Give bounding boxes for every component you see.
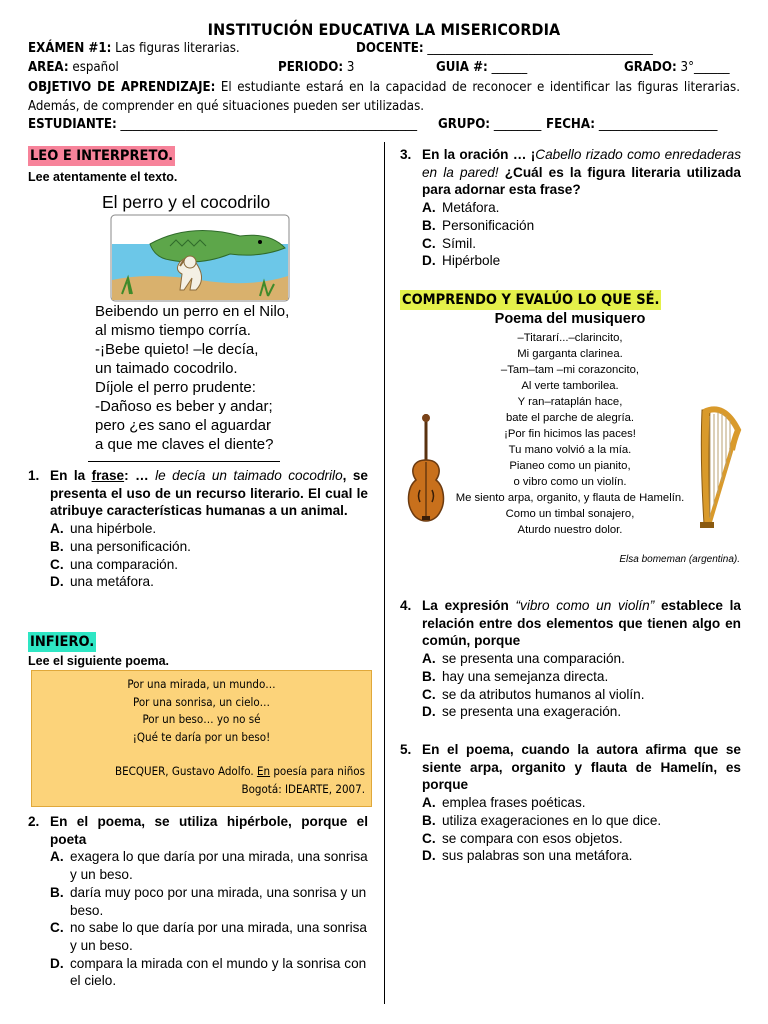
- story-text: [95, 302, 289, 454]
- date-line: [546, 117, 717, 132]
- poem2-line: o vibro como un violín.: [513, 476, 627, 488]
- guide-label: GUIA #:: [436, 60, 488, 75]
- q2-option-a[interactable]: [50, 848, 368, 883]
- poem2-text: [400, 330, 740, 538]
- group-field[interactable]: ________: [493, 117, 542, 132]
- dog-crocodile-illustration: [110, 214, 290, 302]
- harp-icon: [694, 400, 742, 532]
- q5-option-b[interactable]: [422, 812, 741, 830]
- q1-stem: , se presenta el uso de un recurso literario. El cual le atribuye características humanas a un animal.: [50, 468, 368, 519]
- grade-field[interactable]: 3°______: [680, 60, 730, 75]
- teacher-line: [356, 41, 653, 56]
- poem2-line: –Titararí...–clarincito,: [517, 332, 623, 344]
- poem2-line: Tu mano volvió a la mía.: [508, 444, 632, 456]
- poem-box: [31, 670, 372, 807]
- grade-label: GRADO:: [624, 60, 677, 75]
- option-text: Personificación: [442, 217, 535, 233]
- q5-option-c[interactable]: [422, 830, 741, 848]
- question-5: [400, 741, 741, 865]
- option-letter: A.: [50, 521, 64, 537]
- group-label: GRUPO:: [438, 117, 491, 132]
- q5-stem: En el poema, cuando la autora afirma que se siente arpa, organito y flauta de Hamelín, es porque: [422, 742, 741, 793]
- group-line: [438, 117, 541, 132]
- option-text: exagera lo que daría por una mirada, una sonrisa y un beso.: [70, 849, 368, 883]
- q3-stem: En la oración … ¡: [422, 147, 536, 162]
- option-text: Símil.: [442, 235, 476, 251]
- option-text: una metáfora.: [70, 574, 154, 590]
- area-label: AREA:: [28, 60, 69, 75]
- teacher-label: DOCENTE:: [356, 41, 424, 56]
- violin-icon: [404, 412, 448, 530]
- q3-quote: Cabello rizado como enredaderas en la pared!: [422, 147, 741, 180]
- option-letter: B.: [422, 217, 436, 233]
- q2-option-b[interactable]: [50, 884, 368, 919]
- guide-line: [436, 60, 527, 75]
- period-line: [278, 60, 354, 75]
- option-letter: C.: [422, 686, 436, 702]
- school-title: INSTITUCIÓN EDUCATIVA LA MISERICORDIA: [207, 20, 561, 39]
- date-label: FECHA:: [546, 117, 596, 132]
- q1-option-b[interactable]: [50, 538, 368, 556]
- option-letter: B.: [50, 538, 64, 554]
- q3-option-c[interactable]: [422, 235, 741, 253]
- story-title: El perro y el cocodrilo: [102, 192, 271, 212]
- poem2-line: bate el parche de alegría.: [505, 412, 635, 424]
- poem-citation-publisher: Bogotá: IDEARTE, 2007.: [241, 781, 365, 796]
- option-letter: D.: [50, 955, 64, 971]
- student-label: ESTUDIANTE:: [28, 117, 117, 132]
- option-letter: B.: [50, 884, 64, 900]
- option-text: Metáfora.: [442, 200, 500, 216]
- q4-quote: “vibro como un violín”: [515, 598, 655, 613]
- option-letter: A.: [50, 849, 64, 865]
- poem2-line: Y ran–rataplán hace,: [517, 396, 623, 408]
- q3-option-a[interactable]: [422, 199, 741, 217]
- option-text: se presenta una exageración.: [442, 704, 622, 720]
- option-letter: C.: [422, 830, 436, 846]
- poem2-line: Aturdo nuestro dolor.: [517, 524, 623, 536]
- option-letter: B.: [422, 812, 436, 828]
- story-line: Díjole el perro prudente:: [95, 379, 256, 396]
- question-number: 3.: [400, 147, 412, 162]
- story-line: pero ¿es sano el aguardar: [95, 417, 271, 434]
- option-text: una comparación.: [70, 556, 179, 572]
- option-letter: A.: [422, 651, 436, 667]
- story-line: -¡Bebe quieto! –le decía,: [95, 341, 259, 358]
- objective-text: El estudiante estará en la capacidad de reconocer e identificar las figuras literarias. Además, de comprender en qué situaciones pueden ser utilizadas.: [28, 80, 740, 114]
- q3-stem: ¿Cuál es la figura literaria utilizada para adornar esta frase?: [422, 164, 741, 198]
- q4-option-a[interactable]: [422, 650, 741, 668]
- poem-line: Por una mirada, un mundo…: [127, 677, 276, 691]
- option-letter: B.: [422, 668, 436, 684]
- question-number: 4.: [400, 598, 412, 613]
- column-divider: [384, 142, 385, 1004]
- option-text: no sabe lo que daría por una mirada, una sonrisa y un beso.: [70, 920, 367, 953]
- poem2-line: Pianeo como un pianito,: [509, 460, 631, 472]
- option-text: se da atributos humanos al violín.: [442, 686, 645, 702]
- question-number: 1.: [28, 468, 40, 483]
- option-letter: C.: [50, 556, 64, 572]
- option-text: Hipérbole: [442, 253, 501, 269]
- citation-book: poesía para niños: [270, 764, 365, 778]
- q1-option-d[interactable]: [50, 573, 368, 591]
- option-letter: C.: [50, 920, 64, 936]
- option-letter: C.: [422, 235, 436, 251]
- area-line: [28, 60, 119, 75]
- period-label: PERIODO:: [278, 60, 344, 75]
- q1-option-a[interactable]: [50, 520, 368, 538]
- section-infiero-instruction: Lee el siguiente poema.: [28, 654, 170, 668]
- poem2-line: Mi garganta clarinea.: [517, 348, 623, 360]
- option-letter: D.: [422, 704, 436, 720]
- option-letter: D.: [422, 848, 436, 864]
- story-line: Beibendo un perro en el Nilo,: [95, 303, 290, 320]
- option-text: una personificación.: [70, 538, 191, 554]
- q4-stem: establece la relación entre dos elementos que tienen algo en común, porque: [422, 598, 741, 649]
- option-text: se compara con esos objetos.: [442, 830, 623, 846]
- option-letter: D.: [422, 253, 436, 269]
- poem-citation: [32, 763, 371, 781]
- option-text: compara la mirada con el mundo y la sonrisa con el cielo.: [70, 955, 367, 989]
- q5-option-a[interactable]: [422, 794, 741, 812]
- question-4: [400, 597, 741, 721]
- poem2-line: –Tam–tam –mi corazoncito,: [500, 364, 640, 376]
- option-text: utiliza exageraciones en lo que dice.: [442, 812, 662, 828]
- q4-stem: La expresión: [422, 598, 516, 613]
- q3-option-b[interactable]: [422, 217, 741, 235]
- student-line: [28, 117, 417, 132]
- q1-stem-underlined: frase: [91, 468, 125, 483]
- q2-option-c[interactable]: [50, 919, 368, 954]
- objective: [28, 78, 740, 116]
- section-leo-instruction: Lee atentamente el texto.: [28, 170, 178, 184]
- q1-stem: : …: [124, 468, 156, 483]
- q2-option-d[interactable]: [50, 955, 368, 990]
- q4-option-c[interactable]: [422, 686, 741, 704]
- option-text: sus palabras son una metáfora.: [442, 848, 633, 864]
- option-text: una hipérbole.: [70, 521, 157, 537]
- poem2-line: Como un timbal sonajero,: [505, 508, 635, 520]
- question-1: [28, 467, 368, 591]
- story-line: un taimado cocodrilo.: [95, 360, 238, 377]
- story-line: al mismo tiempo corría.: [95, 322, 251, 339]
- period-value: 3: [346, 60, 355, 75]
- option-letter: A.: [422, 795, 436, 811]
- story-line: -Dañoso es beber y andar;: [95, 398, 273, 415]
- question-number: 2.: [28, 814, 40, 829]
- poem2-line: Me siento arpa, organito, y flauta de Hamelín.: [455, 492, 685, 504]
- poem2-title: Poema del musiquero: [494, 311, 646, 327]
- section-comprendo-label: COMPRENDO Y EVALÚO LO QUE SÉ.: [402, 292, 660, 308]
- option-text: emplea frases poéticas.: [442, 795, 586, 811]
- date-field[interactable]: ____________________: [598, 117, 718, 132]
- option-letter: D.: [50, 574, 64, 590]
- story-line: a que me claves el diente?: [95, 436, 274, 453]
- q1-quote: le decía un taimado cocodrilo: [155, 468, 343, 483]
- section-leo-label: LEO E INTERPRETO.: [30, 148, 174, 164]
- q4-option-d[interactable]: [422, 703, 741, 721]
- citation-author: BECQUER, Gustavo Adolfo.: [115, 764, 257, 778]
- story-divider: [88, 461, 280, 462]
- grade-line: [624, 60, 730, 75]
- question-number: 5.: [400, 742, 412, 757]
- poem2-author: Elsa bomeman (argentina).: [619, 554, 740, 565]
- student-field[interactable]: __________________________________________________: [120, 117, 418, 132]
- option-text: se presenta una comparación.: [442, 651, 625, 667]
- poem2-line: Al verte tamborilea.: [521, 380, 619, 392]
- guide-field[interactable]: ______: [491, 60, 528, 75]
- citation-en: En: [256, 764, 271, 778]
- q5-option-d[interactable]: [422, 847, 741, 865]
- q3-option-d[interactable]: [422, 252, 741, 270]
- poem-line: Por un beso… yo no sé: [142, 712, 261, 726]
- q2-stem: En el poema, se utiliza hipérbole, porque el poeta: [50, 814, 368, 847]
- area-value: español: [72, 60, 119, 75]
- q1-stem: En la: [50, 468, 92, 483]
- exam-line: [28, 41, 240, 56]
- question-3: [400, 146, 741, 270]
- poem-line: Por una sonrisa, un cielo…: [132, 694, 271, 709]
- exam-label: EXÁMEN #1:: [28, 41, 112, 56]
- section-infiero-label: INFIERO.: [30, 634, 95, 650]
- teacher-field[interactable]: ______________________________________: [427, 41, 653, 56]
- q1-option-c[interactable]: [50, 556, 368, 574]
- poem2-line: ¡Por fin hicimos las paces!: [504, 428, 636, 440]
- option-text: daría muy poco por una mirada, una sonrisa y un beso.: [70, 884, 367, 918]
- option-text: hay una semejanza directa.: [442, 668, 609, 684]
- objective-label: OBJETIVO DE APRENDIZAJE:: [28, 80, 216, 95]
- q4-option-b[interactable]: [422, 668, 741, 686]
- exam-value: Las figuras literarias.: [115, 41, 240, 56]
- option-letter: A.: [422, 200, 436, 216]
- question-2: [28, 813, 368, 990]
- poem-line: ¡Qué te daría por un beso!: [132, 729, 271, 744]
